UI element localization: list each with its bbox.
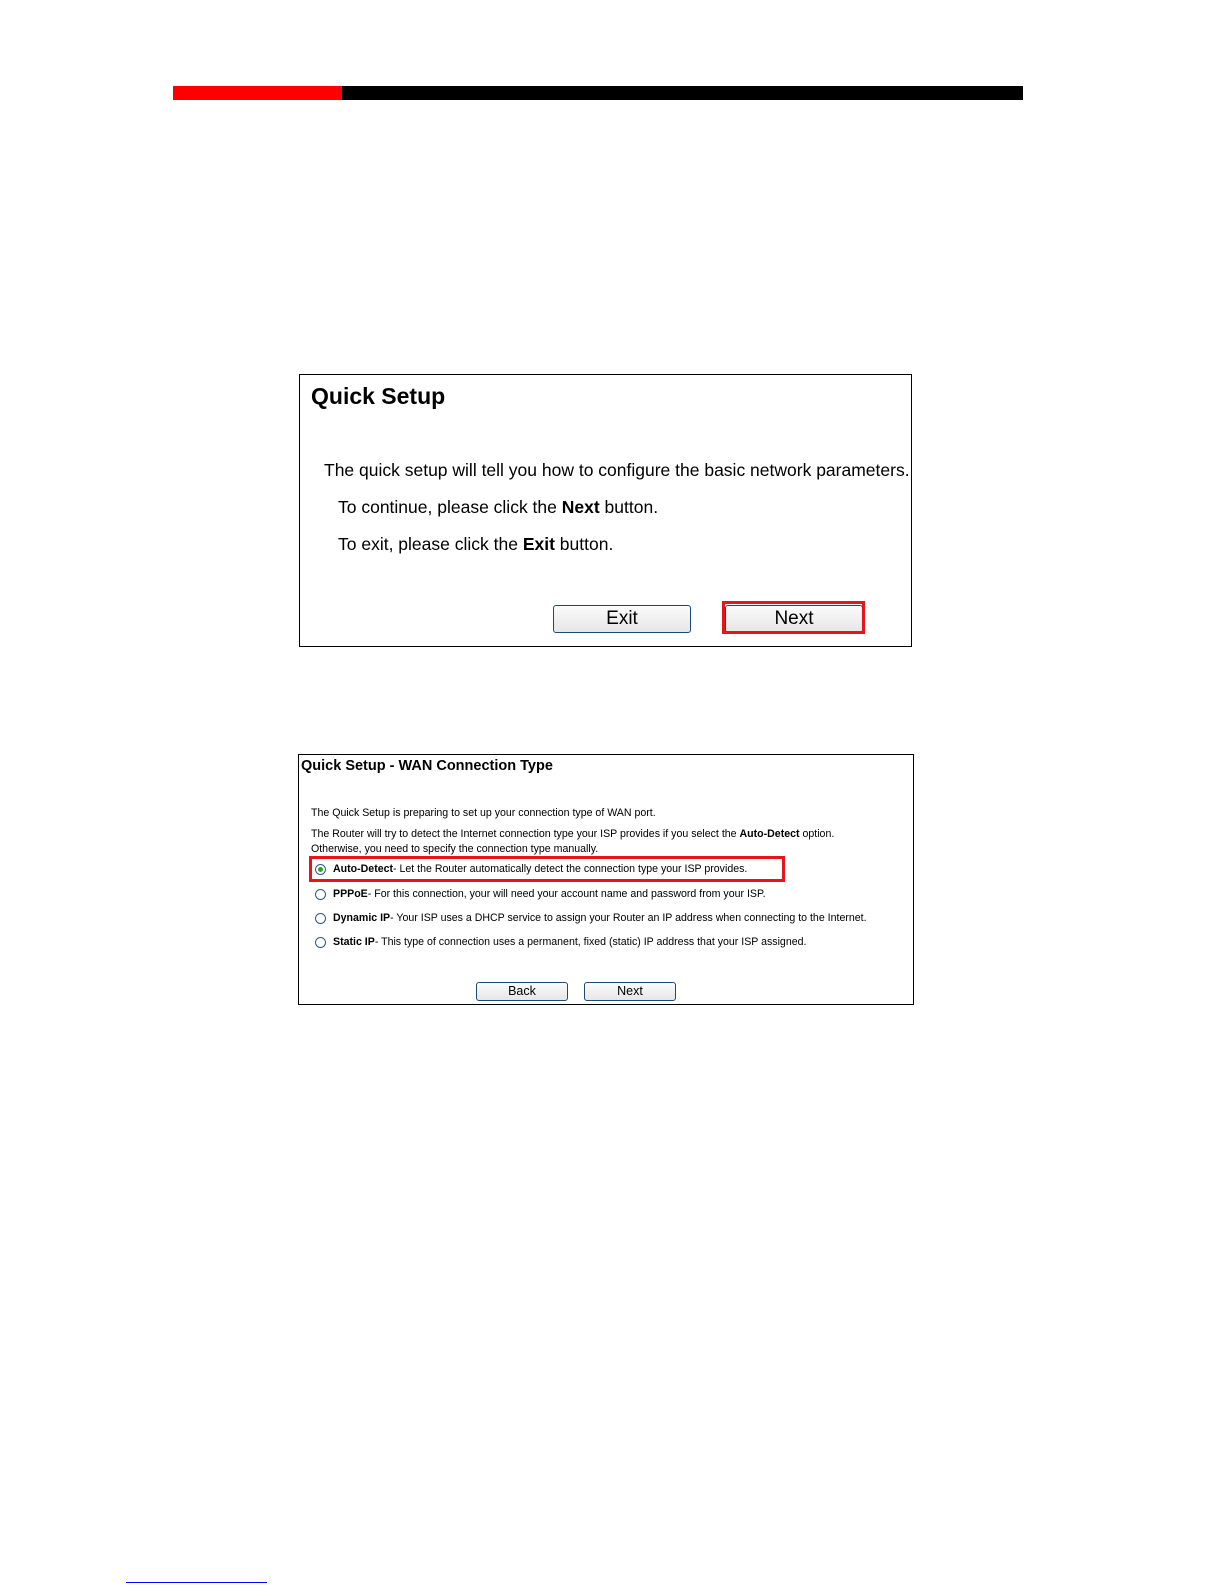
next-button[interactable]: Next [584, 982, 676, 1001]
dynamic-ip-radio[interactable] [315, 913, 326, 924]
detect-keyword: Auto-Detect [739, 828, 800, 840]
pppoe-radio[interactable] [315, 889, 326, 900]
option-description: - Let the Router automatically detect the connection type your ISP provides. [393, 863, 748, 875]
static-ip-radio[interactable] [315, 937, 326, 948]
exit-button[interactable]: Exit [553, 605, 691, 633]
quick-setup-panel [299, 374, 912, 647]
option-static-ip[interactable] [315, 936, 806, 948]
continue-suffix: button. [599, 497, 659, 517]
option-name: Static IP [333, 936, 375, 948]
option-name: Dynamic IP [333, 912, 391, 924]
option-auto-detect[interactable] [315, 863, 747, 875]
detect-suffix: option. [799, 828, 835, 840]
continue-prefix: To continue, please click the [338, 497, 562, 517]
exit-keyword: Exit [522, 534, 555, 554]
auto-detect-radio[interactable] [315, 864, 326, 875]
intro-text: The quick setup will tell you how to configure the basic network parameters. [324, 460, 910, 480]
option-pppoe[interactable] [315, 888, 766, 900]
option-description: - For this connection, your will need your account name and password from your ISP. [367, 888, 766, 900]
manual-note: Otherwise, you need to specify the connection type manually. [311, 843, 599, 855]
exit-instruction [338, 534, 613, 555]
option-description: - Your ISP uses a DHCP service to assign your Router an IP address when connecting to the Internet. [390, 912, 867, 924]
continue-instruction [338, 497, 658, 518]
continue-keyword: Next [561, 497, 600, 517]
option-dynamic-ip[interactable] [315, 912, 867, 924]
header-bar-red-segment [173, 86, 342, 100]
footer-link-underline [126, 1582, 267, 1583]
next-button[interactable]: Next [725, 605, 863, 633]
detect-description [311, 828, 834, 840]
back-button[interactable]: Back [476, 982, 568, 1001]
option-name: PPPoE [333, 888, 368, 900]
header-bar [173, 86, 1023, 100]
header-bar-black-segment [342, 86, 1023, 100]
wan-connection-type-panel [298, 754, 914, 1005]
detect-prefix: The Router will try to detect the Internet connection type your ISP provides if you select the [311, 828, 740, 840]
exit-prefix: To exit, please click the [338, 534, 523, 554]
option-description: - This type of connection uses a permanent, fixed (static) IP address that your ISP assigned. [374, 936, 807, 948]
panel-title: Quick Setup - WAN Connection Type [301, 758, 553, 774]
exit-suffix: button. [554, 534, 614, 554]
intro-text: The Quick Setup is preparing to set up your connection type of WAN port. [311, 807, 656, 819]
panel-title: Quick Setup [311, 383, 446, 409]
option-name: Auto-Detect [333, 863, 394, 875]
